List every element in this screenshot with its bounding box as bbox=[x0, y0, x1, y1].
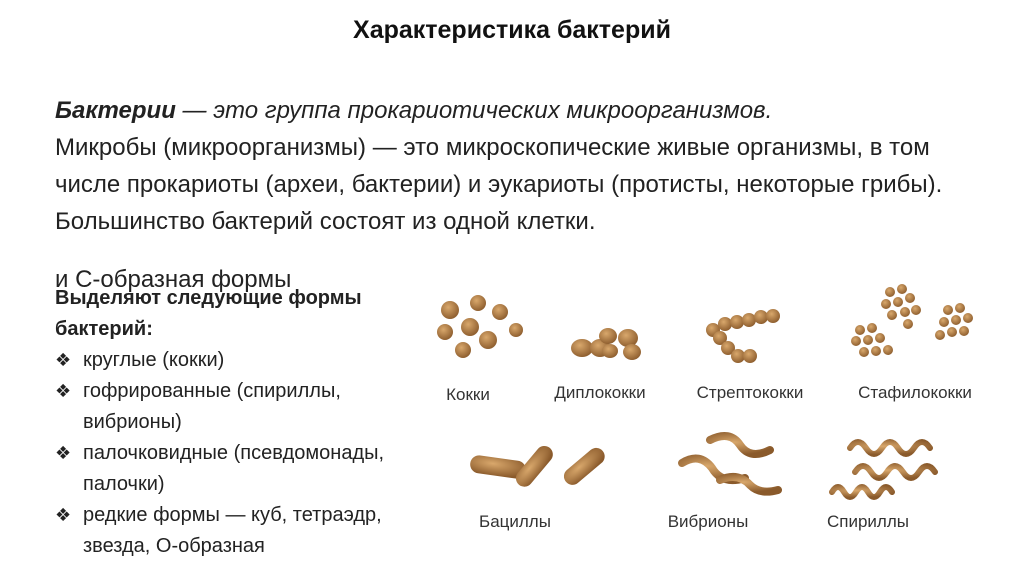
overlapping-text: и С-образная формы bbox=[55, 266, 292, 293]
list-item: ❖ гофрированные (спириллы, вибрионы) bbox=[55, 376, 425, 438]
caption-diplococci: Диплококки bbox=[554, 383, 646, 402]
caption-staphylococci: Стафилококки bbox=[858, 383, 972, 402]
diamond-bullet-icon: ❖ bbox=[55, 443, 72, 463]
intro-paragraph bbox=[55, 92, 985, 240]
cocci-drawing bbox=[437, 295, 523, 358]
intro-term-definition: — это группа прокариотических микроорганизмов. bbox=[175, 97, 773, 124]
staphylococci-drawing bbox=[851, 284, 973, 357]
page-title: Характеристика бактерий bbox=[353, 16, 671, 44]
list-item: ❖ круглые (кокки) bbox=[55, 345, 425, 376]
caption-bacilli: Бациллы bbox=[479, 512, 551, 531]
caption-spirilla: Спириллы bbox=[827, 512, 909, 531]
diamond-bullet-icon: ❖ bbox=[55, 350, 72, 370]
list-item: ❖ редкие формы — куб, тетраэдр, звезда, О-образная bbox=[55, 500, 425, 562]
bacteria-shapes-illustration bbox=[420, 280, 1020, 560]
vibrios-drawing bbox=[682, 436, 778, 492]
bacteria-forms-list bbox=[55, 283, 425, 562]
list-item: ❖ палочковидные (псевдомонады, палочки) bbox=[55, 438, 425, 500]
caption-streptococci: Стрептококки bbox=[696, 383, 804, 402]
diamond-bullet-icon: ❖ bbox=[55, 505, 72, 525]
diplococci-drawing bbox=[571, 328, 641, 360]
bacilli-drawing bbox=[469, 442, 608, 490]
streptococci-drawing bbox=[706, 309, 780, 363]
caption-vibrios: Вибрионы bbox=[667, 512, 749, 531]
spirilla-drawing bbox=[832, 442, 935, 497]
forms-heading: Выделяют следующие формы бактерий: bbox=[55, 287, 362, 340]
intro-text: Микробы (микроорганизмы) — это микроскопические живые организмы, в том числе прокариоты (археи, бактерии) и эукариоты (протисты, некоторые грибы). Большинство бактерий состоят из одной клетки. bbox=[55, 134, 943, 235]
caption-cocci: Кокки bbox=[446, 385, 490, 404]
diamond-bullet-icon: ❖ bbox=[55, 381, 72, 401]
intro-term: Бактерии bbox=[55, 97, 176, 124]
